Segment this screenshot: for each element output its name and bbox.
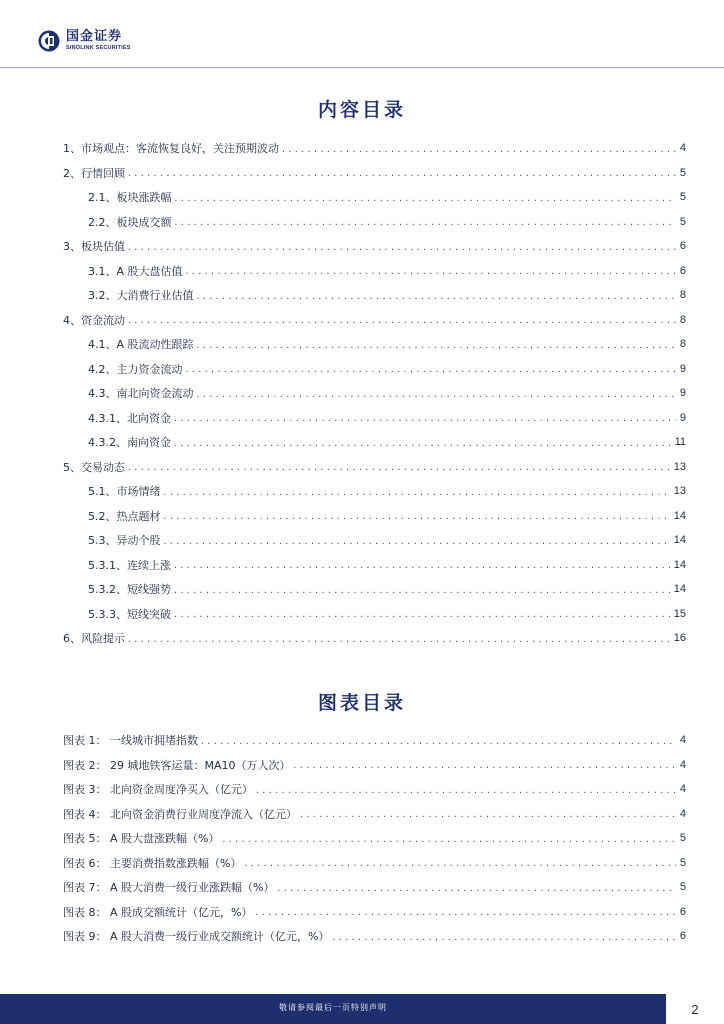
figure-entry[interactable] [63, 728, 686, 753]
dot-leader [127, 316, 676, 326]
figures-list [63, 728, 686, 949]
dot-leader [196, 390, 676, 400]
toc-entry-label: 4.1、A 股流动性跟踪 [88, 338, 194, 352]
figure-entry-label: 图表 6： 主要消费指数涨跌幅（%） [63, 856, 242, 870]
toc-entry-label: 1、市场观点：客流恢复良好，关注预期波动 [63, 142, 279, 156]
dot-leader [173, 561, 670, 571]
brand-name-cn: 国金证券 [66, 29, 123, 44]
page-header [0, 0, 724, 68]
dot-leader [185, 365, 676, 375]
figure-entry[interactable] [63, 777, 686, 802]
toc-entry-page: 4 [679, 142, 686, 155]
toc-entry-page: 15 [673, 607, 686, 620]
sinolink-logo-icon [38, 30, 60, 52]
figure-entry-page: 4 [679, 734, 686, 747]
dot-leader [127, 635, 670, 645]
toc-entry-page: 14 [673, 583, 686, 596]
toc-entry-label: 2、行情回顾 [63, 166, 125, 180]
header-divider [0, 67, 724, 68]
dot-leader [127, 463, 670, 473]
toc-entry-page: 8 [679, 289, 686, 302]
figure-entry-page: 4 [679, 807, 686, 820]
toc-entry-label: 5.2、热点题材 [88, 509, 161, 523]
figure-entry[interactable] [63, 826, 686, 851]
toc-entry-label: 5.3.2、短线强势 [88, 583, 171, 597]
dot-leader [331, 933, 675, 943]
toc-entry-label: 6、风险提示 [63, 632, 125, 646]
dot-leader [276, 884, 675, 894]
brand-logo [38, 30, 131, 52]
figures-title: 图表目录 [317, 692, 406, 714]
toc-entry-label: 5、交易动态 [63, 460, 125, 474]
toc-entry-label: 2.2、板块成交额 [88, 215, 172, 229]
toc-entry-label: 4.3.2、南向资金 [88, 436, 171, 450]
dot-leader [299, 810, 676, 820]
brand-name-en: SINOLINK SECURITIES [66, 45, 131, 51]
toc-entry-page: 11 [674, 436, 686, 449]
toc-entry[interactable] [63, 553, 686, 578]
toc-entry[interactable] [63, 602, 686, 627]
dot-leader [163, 537, 670, 547]
toc-entry[interactable] [63, 406, 686, 431]
toc-entry[interactable] [63, 259, 686, 284]
dot-leader [173, 610, 670, 620]
toc-entry-page: 8 [679, 313, 686, 326]
dot-leader [173, 414, 676, 424]
dot-leader [200, 737, 676, 747]
toc-entry-label: 3.2、大消费行业估值 [88, 289, 194, 303]
toc-entry-page: 5 [679, 215, 686, 228]
dot-leader [173, 439, 671, 449]
toc-entry-page: 9 [679, 411, 686, 424]
dot-leader [173, 586, 670, 596]
figure-entry-page: 5 [679, 881, 686, 894]
figure-entry-label: 图表 8： A 股成交额统计（亿元，%） [63, 905, 253, 919]
toc-entry[interactable] [63, 626, 686, 651]
figure-entry-label: 图表 7： A 股大消费一级行业涨跌幅（%） [63, 881, 275, 895]
toc-entry-page: 8 [679, 338, 686, 351]
figure-entry[interactable] [63, 851, 686, 876]
figure-entry[interactable] [63, 875, 686, 900]
toc-entry-page: 14 [673, 558, 686, 571]
footer-disclaimer: 敬请参阅最后一页特别声明 [279, 1003, 387, 1012]
dot-leader [221, 835, 675, 845]
toc-entry-label: 5.3.3、短线突破 [88, 607, 171, 621]
toc-entry-page: 9 [679, 362, 686, 375]
toc-entry-page: 14 [673, 534, 686, 547]
toc-entry-label: 3、板块估值 [63, 240, 125, 254]
toc-entry-page: 6 [679, 264, 686, 277]
figure-entry-page: 6 [679, 930, 686, 943]
figure-entry-label: 图表 4： 北向资金消费行业周度净流入（亿元） [63, 807, 297, 821]
toc-entry[interactable] [63, 332, 686, 357]
toc-entry-label: 4.2、主力资金流动 [88, 362, 183, 376]
toc-entry-label: 5.3.1、连续上涨 [88, 558, 171, 572]
dot-leader [293, 761, 676, 771]
dot-leader [196, 341, 676, 351]
toc-entry[interactable] [63, 357, 686, 382]
toc-entry[interactable] [63, 210, 686, 235]
toc-entry-label: 4、资金流动 [63, 313, 125, 327]
toc-entry-page: 6 [679, 240, 686, 253]
toc-entry[interactable] [63, 234, 686, 259]
dot-leader [281, 145, 676, 155]
toc-entry-page: 9 [679, 387, 686, 400]
toc-entry-label: 2.1、板块涨跌幅 [88, 191, 172, 205]
dot-leader [255, 786, 676, 796]
toc-entry-page: 13 [673, 485, 686, 498]
dot-leader [196, 292, 676, 302]
toc-entry-label: 3.1、A 股大盘估值 [88, 264, 183, 278]
figure-entry-page: 4 [679, 758, 686, 771]
contents-title: 内容目录 [317, 99, 406, 121]
toc-entry-label: 5.1、市场情绪 [88, 485, 161, 499]
figure-entry-label: 图表 1： 一线城市拥堵指数 [63, 734, 198, 748]
figure-entry-label: 图表 3： 北向资金周度净买入（亿元） [63, 783, 253, 797]
toc-entry-label: 5.3、异动个股 [88, 534, 161, 548]
toc-entry-page: 5 [679, 191, 686, 204]
toc-entry[interactable] [63, 161, 686, 186]
figure-entry-page: 6 [679, 905, 686, 918]
dot-leader [243, 859, 675, 869]
figure-entry-page: 4 [679, 783, 686, 796]
dot-leader [174, 218, 676, 228]
toc-entry[interactable] [63, 283, 686, 308]
toc-entry-page: 14 [673, 509, 686, 522]
toc-entry[interactable] [63, 479, 686, 504]
toc-entry-page: 16 [673, 632, 686, 645]
dot-leader [185, 267, 676, 277]
page-number: 2 [691, 1001, 699, 1017]
toc-entry[interactable] [63, 504, 686, 529]
figure-entry[interactable] [63, 753, 686, 778]
dot-leader [163, 488, 670, 498]
toc-entry-label: 4.3、南北向资金流动 [88, 387, 194, 401]
dot-leader [127, 243, 676, 253]
toc-entry[interactable] [63, 577, 686, 602]
toc-entry[interactable] [63, 136, 686, 161]
figure-entry-page: 5 [679, 832, 686, 845]
toc-entry-page: 13 [673, 460, 686, 473]
dot-leader [163, 512, 670, 522]
dot-leader [174, 194, 676, 204]
figure-entry[interactable] [63, 900, 686, 925]
contents-list [63, 136, 686, 651]
toc-entry[interactable] [63, 381, 686, 406]
toc-entry[interactable] [63, 430, 686, 455]
figure-entry-page: 5 [679, 856, 686, 869]
dot-leader [254, 908, 675, 918]
toc-entry[interactable] [63, 185, 686, 210]
toc-entry-page: 5 [679, 166, 686, 179]
figure-entry[interactable] [63, 802, 686, 827]
toc-entry[interactable] [63, 528, 686, 553]
toc-entry[interactable] [63, 308, 686, 333]
figure-entry-label: 图表 2： 29 城地铁客运量：MA10（万人次） [63, 758, 291, 772]
toc-entry-label: 4.3.1、北向资金 [88, 411, 171, 425]
figure-entry-label: 图表 9： A 股大消费一级行业成交额统计（亿元，%） [63, 930, 330, 944]
figure-entry-label: 图表 5： A 股大盘涨跌幅（%） [63, 832, 220, 846]
dot-leader [127, 169, 676, 179]
toc-entry[interactable] [63, 455, 686, 480]
figure-entry[interactable] [63, 924, 686, 949]
